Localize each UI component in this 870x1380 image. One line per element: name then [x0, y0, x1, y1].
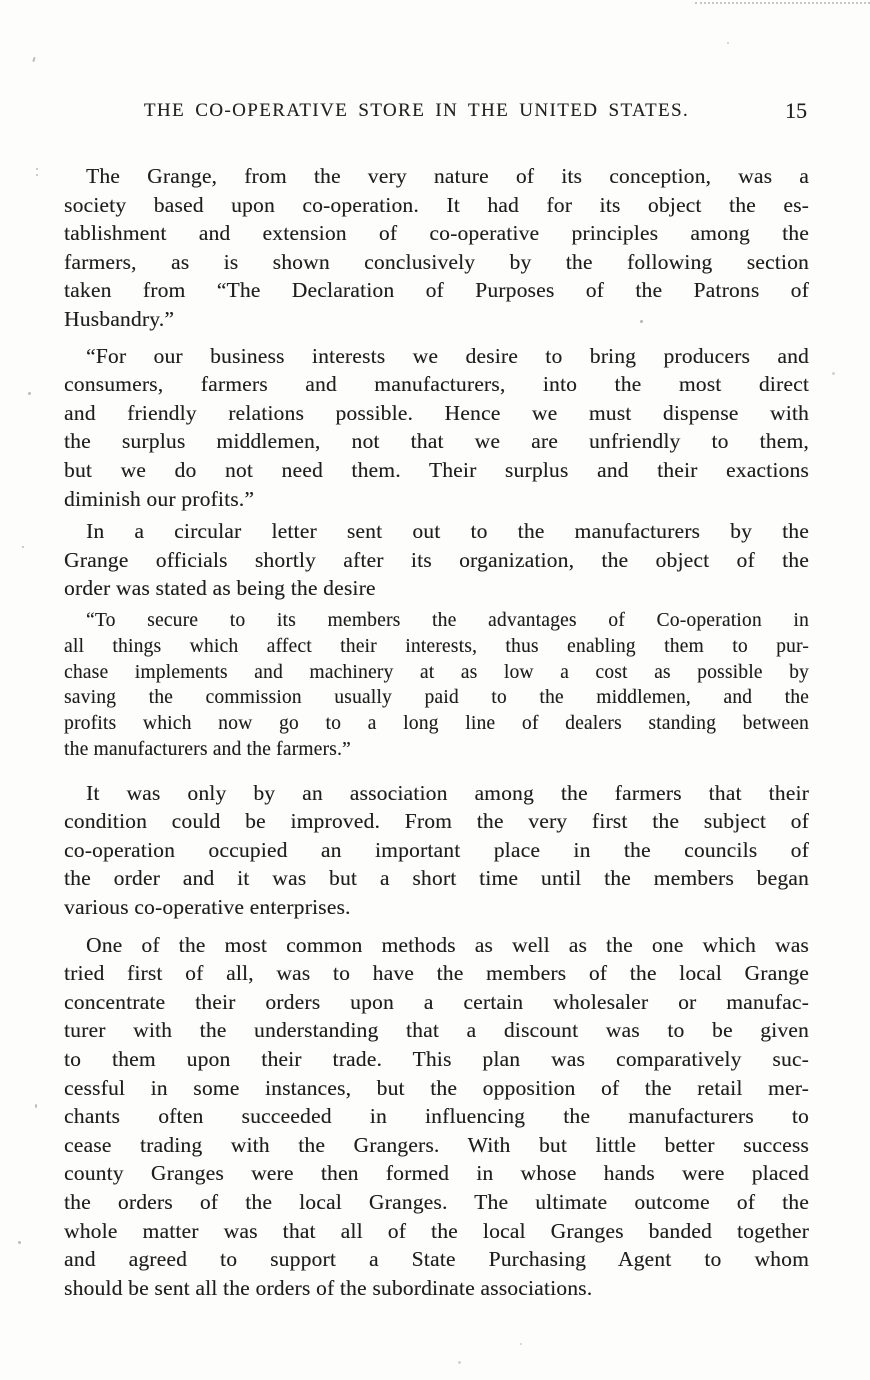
text-line: One of the most common methods as well as the one which was	[86, 932, 809, 957]
text-line: profits which now go to a long line of dealers standing between	[64, 713, 809, 735]
paragraph	[64, 342, 809, 514]
text-line: the manufacturers and the farmers.”	[64, 738, 351, 760]
scan-speckle	[35, 1104, 37, 1108]
page-number: 15	[785, 98, 807, 123]
text-line: but we do not need them. Their surplus and their exactions	[64, 457, 809, 482]
scan-speckle	[832, 372, 835, 375]
text-line: the order and it was but a short time until the members began	[64, 866, 809, 891]
running-header	[64, 100, 809, 126]
scan-speckle	[640, 320, 643, 323]
text-line: co-operation occupied an important place in the councils of	[64, 837, 809, 862]
text-line: county Granges were then formed in whose hands were placed	[64, 1161, 809, 1186]
text-line: diminish our profits.”	[64, 486, 255, 511]
text-line: tried first of all, was to have the members of the local Grange	[64, 961, 809, 986]
text-line: society based upon co-operation. It had for its object the es-	[64, 192, 809, 217]
text-line: In a circular letter sent out to the manufacturers by the	[86, 519, 809, 544]
text-line: turer with the understanding that a discount was to be given	[64, 1018, 809, 1043]
text-line: Husbandry.”	[64, 306, 175, 331]
text-line: tablishment and extension of co-operative principles among the	[64, 221, 809, 246]
text-line: and friendly relations possible. Hence we must dispense with	[64, 400, 809, 425]
paragraph-quote	[64, 608, 809, 763]
text-line: cessful in some instances, but the opposition of the retail mer-	[64, 1075, 809, 1100]
text-line: order was stated as being the desire	[64, 576, 376, 601]
text-line: and agreed to support a State Purchasing Agent to whom	[64, 1247, 809, 1272]
text-line: various co-operative enterprises.	[64, 895, 351, 920]
text-line: “For our business interests we desire to bring producers and	[86, 343, 809, 368]
text-line: the orders of the local Granges. The ultimate outcome of the	[64, 1190, 809, 1214]
paragraph	[64, 931, 809, 1303]
text-line: “To secure to its members the advantages of Co-operation in	[86, 609, 809, 631]
scan-speckle	[458, 1361, 461, 1364]
scan-speckle	[727, 42, 729, 44]
text-line: chase implements and machinery at as low a cost as possible by	[64, 661, 809, 683]
scan-speckle	[36, 168, 38, 170]
page-content	[64, 100, 809, 1302]
text-line: to them upon their trade. This plan was comparatively suc-	[64, 1047, 809, 1072]
text-line: cease trading with the Grangers. With but little better success	[64, 1132, 809, 1157]
text-line: taken from “The Declaration of Purposes of the Patrons of	[64, 278, 809, 303]
scan-speckle	[520, 1343, 522, 1345]
text-line: whole matter was that all of the local Granges banded together	[64, 1218, 809, 1243]
paragraph	[64, 162, 809, 334]
text-line: Grange officials shortly after its organization, the object of the	[64, 547, 809, 572]
text-line: condition could be improved. From the very first the subject of	[64, 809, 809, 834]
text-line: farmers, as is shown conclusively by the following section	[64, 249, 809, 274]
text-line: saving the commission usually paid to the middlemen, and the	[64, 687, 809, 709]
paragraph	[64, 779, 809, 922]
paragraph	[64, 517, 809, 603]
text-line: It was only by an association among the farmers that their	[86, 780, 809, 805]
scan-speckle	[32, 57, 35, 62]
scan-speckle	[18, 1241, 21, 1244]
scan-speckle	[28, 392, 31, 395]
scan-speckle	[22, 546, 24, 548]
text-line: chants often succeeded in influencing the manufacturers to	[64, 1104, 809, 1129]
text-line: the surplus middlemen, not that we are unfriendly to them,	[64, 429, 809, 454]
text-line: The Grange, from the very nature of its conception, was a	[86, 164, 809, 188]
running-header-title: THE CO-OPERATIVE STORE IN THE UNITED STATES.	[143, 100, 690, 121]
text-line: should be sent all the orders of the subordinate associations.	[64, 1275, 593, 1300]
text-line: concentrate their orders upon a certain wholesaler or manufac-	[64, 989, 809, 1014]
text-line: consumers, farmers and manufacturers, into the most direct	[64, 372, 809, 397]
text-line: all things which affect their interests, thus enabling them to pur-	[64, 635, 809, 657]
scan-artifact-top-dots	[695, 2, 870, 4]
